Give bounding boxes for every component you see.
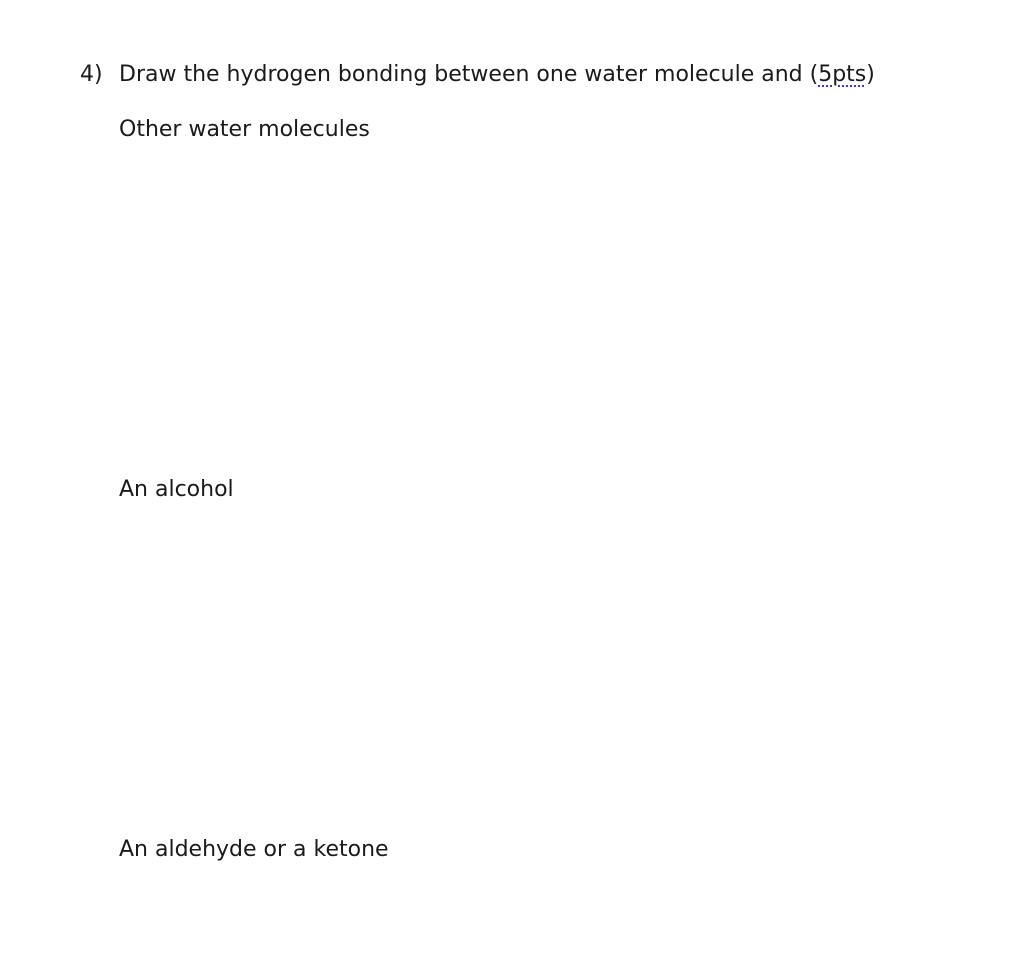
sub-item-alcohol: An alcohol (119, 477, 234, 502)
points-close-paren: ) (866, 62, 875, 87)
question-number: 4) (80, 62, 103, 87)
question-prompt: Draw the hydrogen bonding between one water molecule and (119, 62, 803, 87)
points-value: 5pts (818, 62, 867, 87)
question-4 (80, 60, 875, 90)
sub-item-aldehyde-or-ketone: An aldehyde or a ketone (119, 837, 389, 862)
points-open-paren: ( (809, 62, 819, 87)
sub-item-other-water-molecules: Other water molecules (119, 117, 370, 142)
points-label (810, 62, 875, 87)
